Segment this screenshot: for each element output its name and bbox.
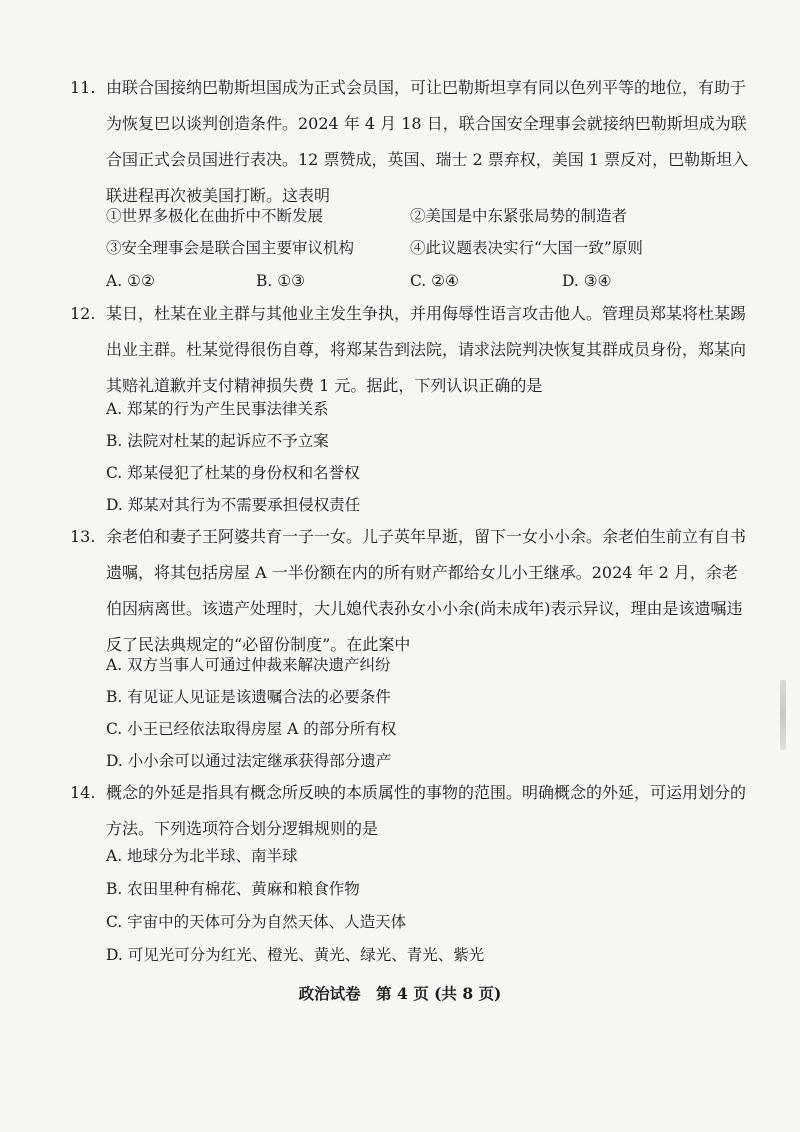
option-a: A. 郑某的行为产生民事法律关系 <box>106 400 329 418</box>
option-b: B. 法院对杜某的起诉应不予立案 <box>106 432 329 450</box>
question-number: 13. <box>70 527 96 546</box>
option-d: D. ③④ <box>562 272 612 290</box>
statement-4: ④此议题表决实行“大国一致”原则 <box>410 239 643 257</box>
question-stem: 由联合国接纳巴勒斯坦国成为正式会员国，可让巴勒斯坦享有同以色列平等的地位，有助于为恢复巴以谈判创造条件。2024 年 4 月 18 日，联合国安全理事会就接纳巴勒斯坦成为联合国正式会员国进行表决。12 票赞成，英国、瑞士 2 票弃权，美国 1 票反对，巴勒斯坦入联进程再次被美国打断。这表明 <box>106 78 749 205</box>
page-footer: 政治试卷 第 4 页 (共 8 页) <box>298 984 502 1003</box>
option-d: D. 可见光可分为红光、橙光、黄光、绿光、青光、紫光 <box>106 946 485 964</box>
question-13 <box>70 519 750 663</box>
option-a: A. 双方当事人可通过仲裁来解决遗产纠纷 <box>106 656 391 674</box>
question-number: 12. <box>70 304 96 323</box>
option-a: A. 地球分为北半球、南半球 <box>106 847 298 865</box>
statement-1: ①世界多极化在曲折中不断发展 <box>106 207 324 225</box>
question-number: 11. <box>70 78 96 97</box>
option-b: B. ①③ <box>256 272 306 290</box>
question-stem: 余老伯和妻子王阿婆共育一子一女。儿子英年早逝，留下一女小小余。余老伯生前立有自书遗嘱，将其包括房屋 A 一半份额在内的所有财产都给女儿小王继承。2024 年 2 月，余老伯因病离世。该遗产处理时，大儿媳代表孙女小小余(尚未成年)表示异议，理由是该遗嘱违反了民法典规定的“必留份制度”。在此案中 <box>106 527 747 654</box>
question-number: 14. <box>70 783 96 802</box>
question-stem: 某日，杜某在业主群与其他业主发生争执，并用侮辱性语言攻击他人。管理员郑某将杜某踢出业主群。杜某觉得很伤自尊，将郑某告到法院，请求法院判决恢复其群成员身份，郑某向其赔礼道歉并支付精神损失费 1 元。据此，下列认识正确的是 <box>106 304 747 395</box>
question-11 <box>70 70 750 214</box>
option-c: C. 小王已经依法取得房屋 A 的部分所有权 <box>106 720 397 738</box>
option-b: B. 农田里种有棉花、黄麻和粮食作物 <box>106 880 360 898</box>
option-c: C. 郑某侵犯了杜某的身份权和名誉权 <box>106 464 360 482</box>
question-stem: 概念的外延是指具有概念所反映的本质属性的事物的范围。明确概念的外延，可运用划分的方法。下列选项符合划分逻辑规则的是 <box>106 783 747 838</box>
option-d: D. 郑某对其行为不需要承担侵权责任 <box>106 496 361 514</box>
scan-artifact <box>780 680 786 750</box>
question-12 <box>70 296 750 404</box>
option-b: B. 有见证人见证是该遗嘱合法的必要条件 <box>106 688 391 706</box>
option-c: C. 宇宙中的天体可分为自然天体、人造天体 <box>106 913 407 931</box>
statement-3: ③安全理事会是联合国主要审议机构 <box>106 239 355 257</box>
option-c: C. ②④ <box>410 272 459 290</box>
option-d: D. 小小余可以通过法定继承获得部分遗产 <box>106 752 392 770</box>
question-14 <box>70 775 750 847</box>
statement-2: ②美国是中东紧张局势的制造者 <box>410 207 628 225</box>
option-a: A. ①② <box>106 272 155 290</box>
